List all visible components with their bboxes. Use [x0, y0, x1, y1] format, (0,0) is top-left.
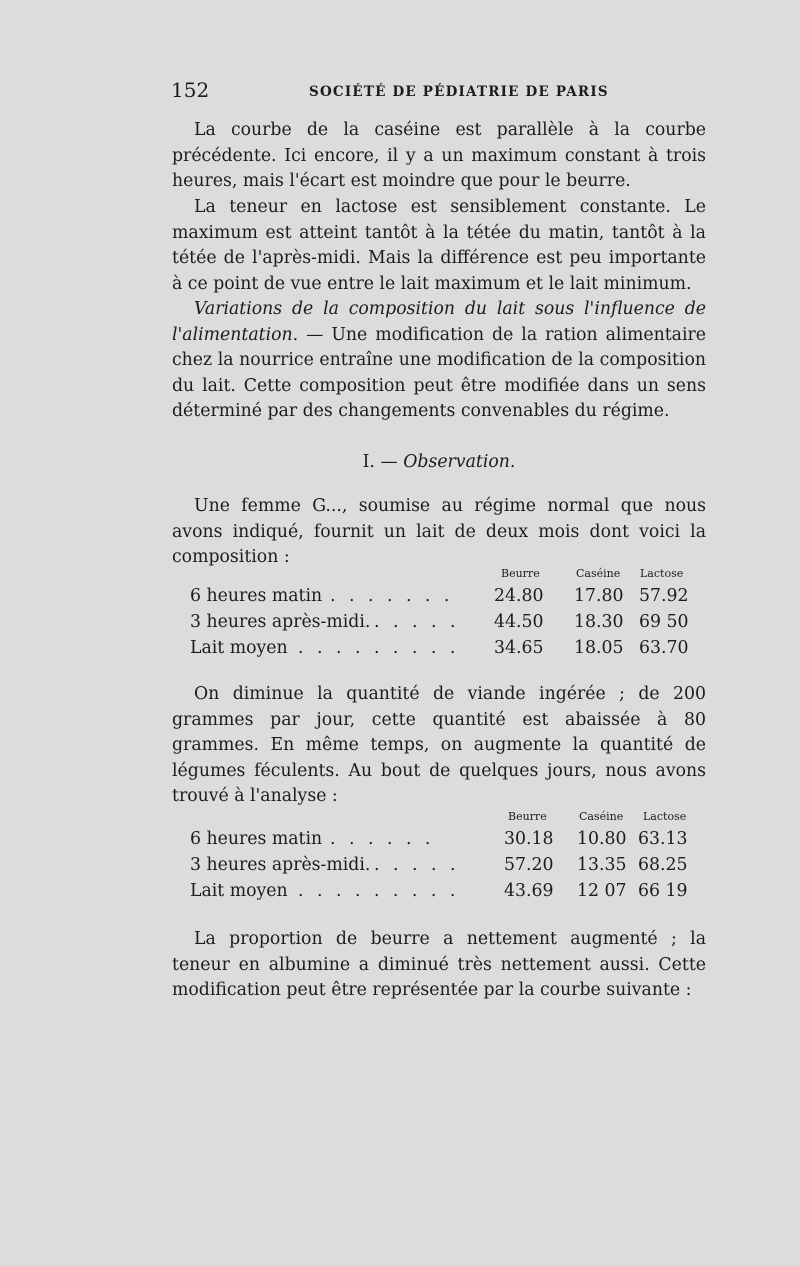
column-header-caseine: Caséine [576, 567, 621, 580]
running-title: SOCIÉTÉ DE PÉDIATRIE DE PARIS [309, 84, 609, 100]
cell-lactose: 69 50 [639, 612, 689, 632]
cell-beurre: 44.50 [494, 612, 544, 632]
section-title: Observation. [403, 452, 516, 472]
cell-lactose: 63.70 [639, 638, 689, 658]
paragraph-diet-change [172, 682, 706, 810]
paragraph-observation-intro [172, 494, 706, 571]
paragraph-lactose [172, 195, 706, 297]
cell-beurre: 34.65 [494, 638, 544, 658]
column-header-lactose: Lactose [643, 810, 687, 823]
leader-dots: . . . . . . . . . [298, 638, 460, 658]
cell-caseine: 13.35 [577, 855, 627, 875]
composition-table-before [190, 563, 710, 661]
cell-caseine: 10.80 [577, 829, 627, 849]
column-header-beurre: Beurre [508, 810, 547, 823]
italic-subheading: Variations de la composition du lait sous l'influence de l'alimentation. [172, 299, 706, 345]
cell-beurre: 57.20 [504, 855, 554, 875]
cell-lactose: 66 19 [638, 881, 688, 901]
column-header-beurre: Beurre [501, 567, 540, 580]
paragraph-body: — Une modification de la ration alimentaire chez la nourrice entraîne une modification de la composition du lait. Cette composition peut être modifiée dans un sens déterminé par des changements convenables du régime. [172, 324, 706, 422]
table-row [190, 826, 710, 852]
row-label: 3 heures après-midi. [190, 612, 371, 632]
leader-dots: . . . . . . . [330, 586, 454, 606]
cell-caseine: 17.80 [574, 586, 624, 606]
row-label: Lait moyen [190, 638, 288, 658]
paragraph-conclusion [172, 927, 706, 1004]
cell-lactose: 63.13 [638, 829, 688, 849]
cell-lactose: 68.25 [638, 855, 688, 875]
row-label: 3 heures après-midi. [190, 855, 371, 875]
row-label: 6 heures matin [190, 586, 323, 606]
table-row [190, 635, 710, 661]
table-row [190, 852, 710, 878]
paragraph-text: La teneur en lactose est sensiblement constante. Le maximum est atteint tantôt à la tétée du matin, tantôt à la tétée de l'après-midi. Mais la différence est peu importante à ce point de vue entre le lait maximum et le lait minimum. [172, 197, 706, 294]
section-number: I. — [362, 452, 398, 472]
paragraph-text: La proportion de beurre a nettement augmenté ; la teneur en albumine a diminué très nettement aussi. Cette modification peut être représentée par la courbe suivante : [172, 929, 706, 1001]
row-label: Lait moyen [190, 881, 288, 901]
leader-dots: . . . . . . . . . [298, 881, 460, 901]
page-number: 152 [171, 78, 210, 102]
cell-beurre: 43.69 [504, 881, 554, 901]
table-header [190, 563, 710, 583]
leader-dots: . . . . . . [330, 829, 435, 849]
paragraph-variations [172, 297, 706, 425]
table-header [190, 806, 710, 826]
paragraph-text [172, 297, 706, 425]
table-row [190, 609, 710, 635]
section-heading [172, 452, 706, 472]
table-row [190, 583, 710, 609]
table-row [190, 878, 710, 904]
cell-caseine: 18.30 [574, 612, 624, 632]
cell-lactose: 57.92 [639, 586, 689, 606]
leader-dots: . . . . . [374, 612, 460, 632]
page-header [171, 78, 711, 108]
paragraph-text: La courbe de la caséine est parallèle à la courbe précédente. Ici encore, il y a un maximum constant à trois heures, mais l'écart est moindre que pour le beurre. [172, 120, 706, 192]
column-header-lactose: Lactose [640, 567, 684, 580]
cell-caseine: 18.05 [574, 638, 624, 658]
cell-beurre: 30.18 [504, 829, 554, 849]
leader-dots: . . . . . [374, 855, 460, 875]
paragraph-casein-curve [172, 118, 706, 195]
cell-beurre: 24.80 [494, 586, 544, 606]
row-label: 6 heures matin [190, 829, 323, 849]
paragraph-text: On diminue la quantité de viande ingérée ; de 200 grammes par jour, cette quantité est abaissée à 80 grammes. En même temps, on augmente la quantité de légumes féculents. Au bout de quelques jours, nous avons trouvé à l'analyse : [172, 684, 706, 807]
paragraph-text: Une femme G..., soumise au régime normal que nous avons indiqué, fournit un lait de deux mois dont voici la composition : [172, 496, 706, 568]
composition-table-after [190, 806, 710, 904]
cell-caseine: 12 07 [577, 881, 627, 901]
column-header-caseine: Caséine [579, 810, 624, 823]
